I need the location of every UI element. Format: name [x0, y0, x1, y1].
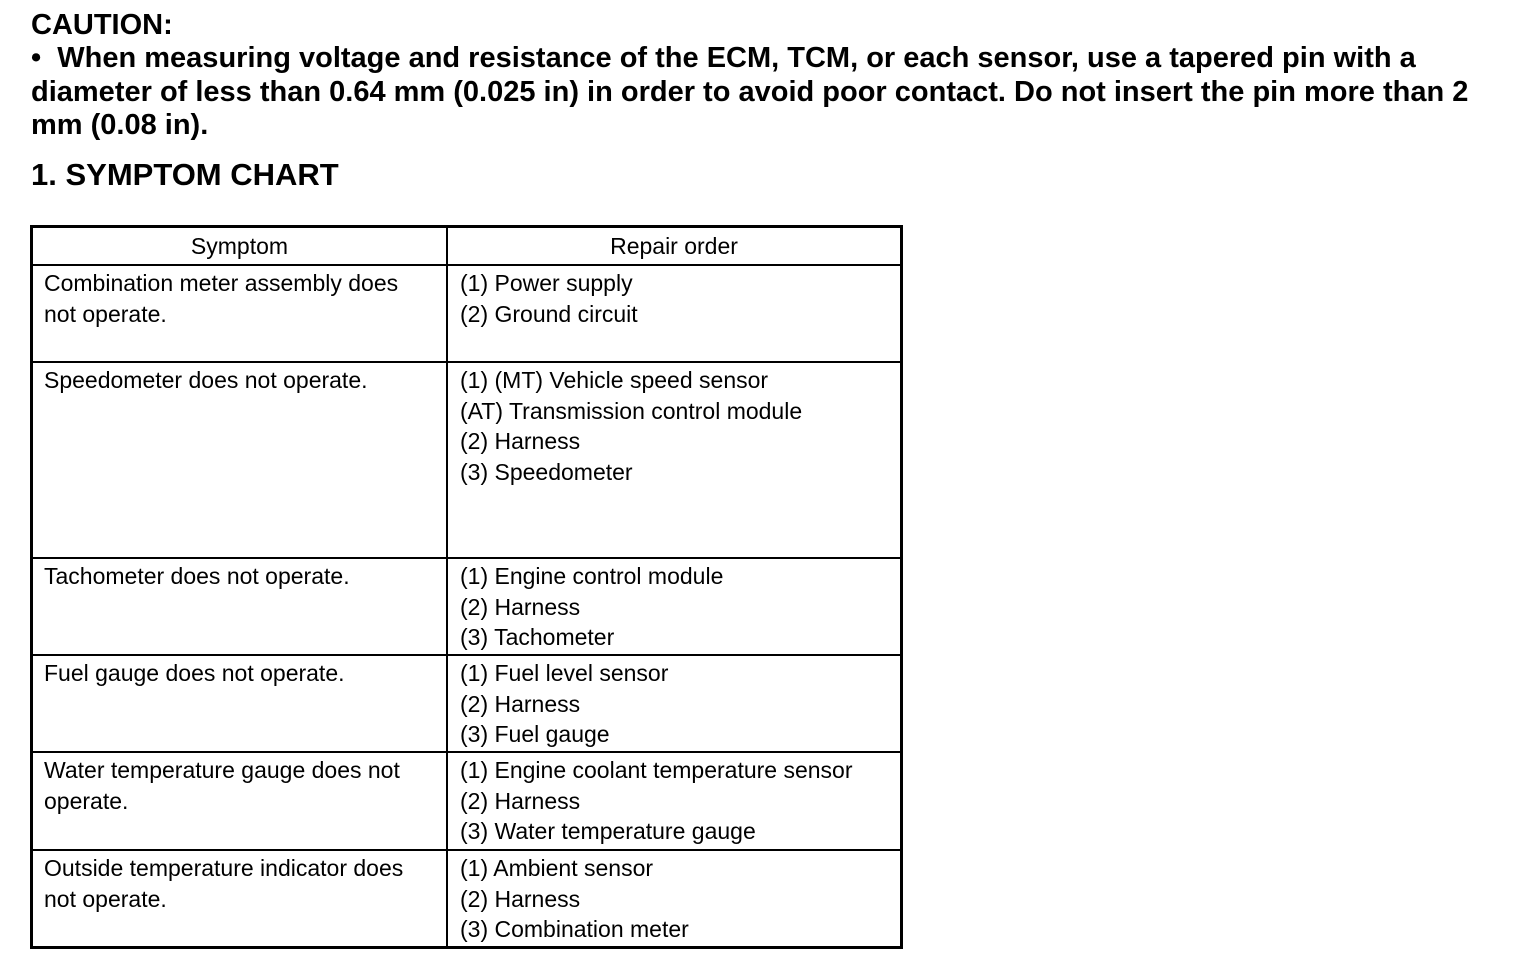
symptom-cell: Water temperature gauge does not operate.	[32, 752, 448, 850]
caution-body	[31, 42, 1491, 143]
repair-step: (AT) Transmission control module	[460, 397, 803, 424]
repair-cell	[447, 362, 902, 558]
repair-step: (3) Fuel gauge	[460, 721, 610, 747]
repair-step: (1) Ambient sensor	[460, 855, 654, 881]
repair-step: (1) Power supply	[460, 270, 633, 296]
symptom-cell: Outside temperature indicator does not operate.	[32, 850, 448, 947]
symptom-cell: Combination meter assembly does not operate.	[32, 265, 448, 362]
repair-step: (1) Engine coolant temperature sensor	[460, 757, 853, 783]
table-header-row	[32, 227, 902, 266]
symptom-chart-table	[30, 225, 903, 949]
header-symptom: Symptom	[32, 227, 448, 266]
table-row	[32, 850, 902, 947]
repair-cell	[447, 558, 902, 655]
repair-step: (2) Harness	[460, 787, 581, 814]
repair-step: (2) Ground circuit	[460, 300, 638, 327]
repair-step: (3) Tachometer	[460, 624, 615, 650]
repair-step: (1) (MT) Vehicle speed sensor	[460, 367, 769, 393]
table-row	[32, 265, 902, 362]
repair-cell	[447, 655, 902, 752]
repair-cell	[447, 752, 902, 850]
repair-step: (2) Harness	[460, 885, 581, 912]
bullet: •	[31, 42, 42, 74]
symptom-cell: Speedometer does not operate.	[32, 362, 448, 558]
repair-step: (2) Harness	[460, 428, 581, 454]
repair-step: (2) Harness	[460, 593, 581, 620]
symptom-cell: Tachometer does not operate.	[32, 558, 448, 655]
table-row	[32, 655, 902, 752]
header-repair-order: Repair order	[447, 227, 902, 266]
caution-text: When measuring voltage and resistance of the ECM, TCM, or each sensor, use a tapered pin with a diameter of less than 0.64 mm (0.025 in) in order to avoid poor contact. Do not insert the pin more than 2 mm (0.08 in).	[31, 42, 1469, 141]
table-row	[32, 558, 902, 655]
repair-cell	[447, 850, 902, 947]
repair-step: (1) Fuel level sensor	[460, 660, 669, 686]
repair-cell	[447, 265, 902, 362]
symptom-cell: Fuel gauge does not operate.	[32, 655, 448, 752]
repair-step: (3) Combination meter	[460, 916, 689, 942]
table-row	[32, 362, 902, 558]
section-title: 1. SYMPTOM CHART	[31, 157, 339, 192]
table-row	[32, 752, 902, 850]
repair-step: (3) Water temperature gauge	[460, 818, 756, 844]
repair-step: (1) Engine control module	[460, 563, 724, 589]
repair-step: (2) Harness	[460, 690, 581, 717]
repair-step: (3) Speedometer	[460, 458, 633, 485]
caution-title: CAUTION:	[31, 9, 173, 41]
